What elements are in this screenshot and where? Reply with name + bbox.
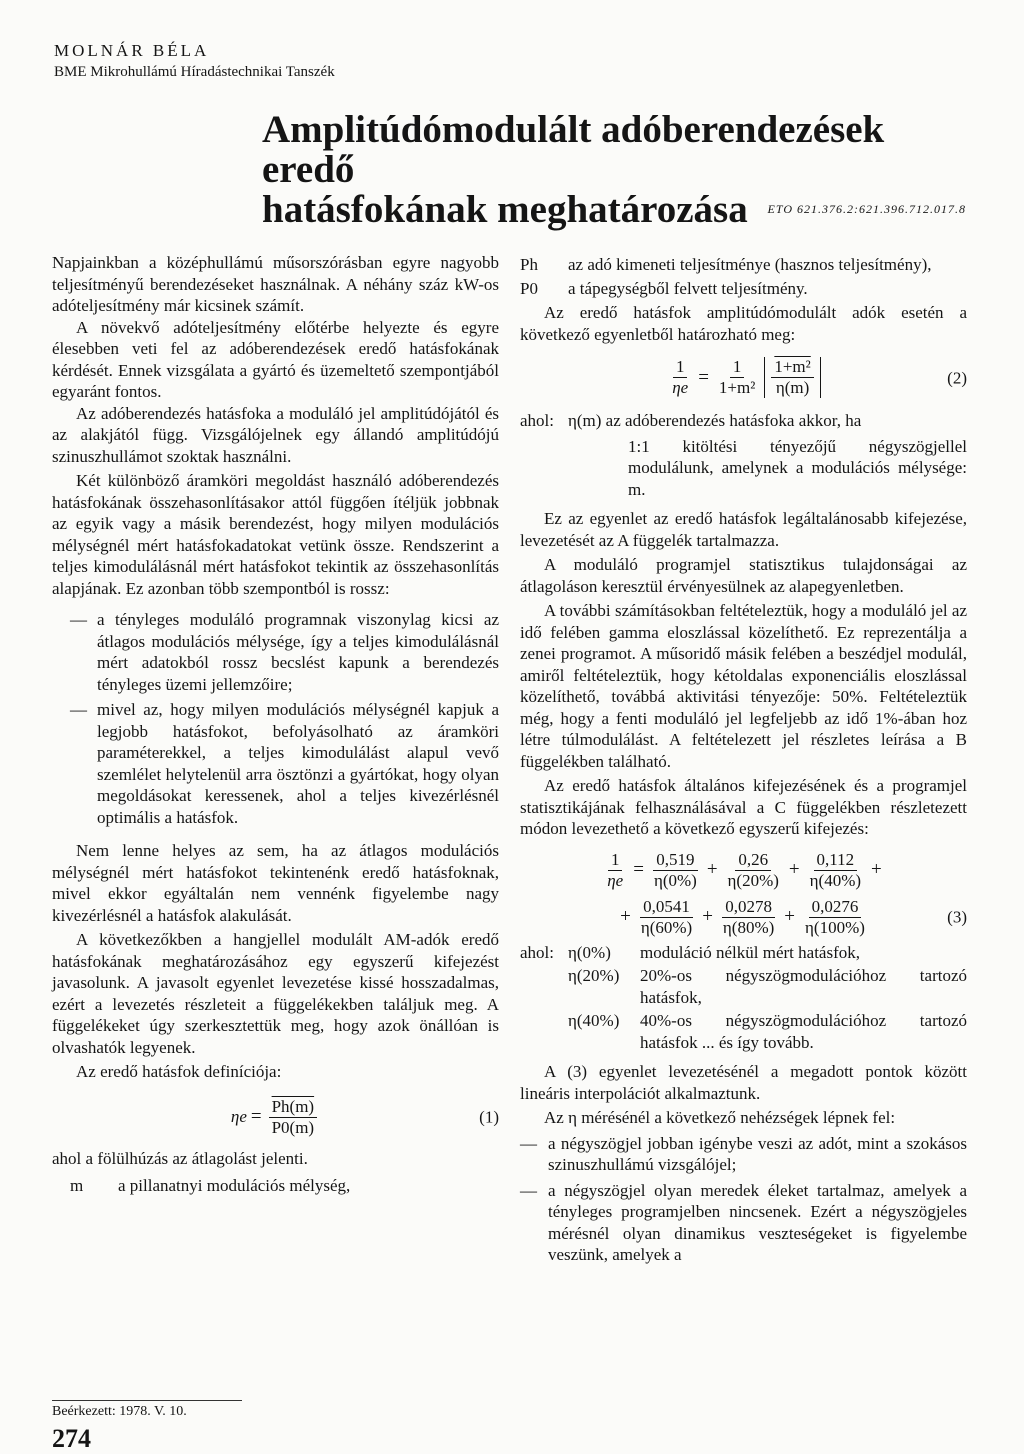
dash-item-text: a tényleges moduláló programnak viszonylag kicsi az átlagos modulációs mélysége, így a teljes kimodulálásnál mért adatokból rossz becslést kapunk a berendezés tényleges üzemi jellemzőire; xyxy=(97,610,499,694)
equation-number: (1) xyxy=(479,1107,499,1127)
ahol-eta40: η(40%) 40%-os négyszögmodulációhoz tartozó hatásfok ... és így tovább. xyxy=(568,1011,967,1052)
page-number: 274 xyxy=(52,1424,91,1453)
paragraph: Két különböző áramköri megoldást használó adóberendezés hatásfokának összehasonlításakor attól függően ítéljük jobbnak az egyik vagy a másik berendezést, hogy milyen modulációs mélységnél mért hatásfokadatokat vetünk össze. Rendszerint a teljes kimodulálásnál mért hatásfokot tekintik az összehasonlítás alapjának. Ez azonban több szempontból is rossz: xyxy=(52,471,499,598)
title-line-1: Amplitúdómodulált adóberendezések eredő xyxy=(262,108,885,191)
paragraph: Nem lenne helyes az sem, ha az átlagos modulációs mélységnél mért hatásfokot tekintenénk eredő hatásfoknak, mivel ekkor egyáltalán nem vennénk figyelembe nagy kivezérlésnél a hatásfok alakulását. xyxy=(52,841,499,925)
equation-number: (3) xyxy=(947,907,967,927)
left-column xyxy=(52,252,499,1197)
dash-item-text: a négyszögjel jobban igénybe veszi az adót, mint a szokásos szinuszhullámú vizsgálójel; xyxy=(548,1133,967,1174)
dash-item-text: a négyszögjel olyan meredek éleket tartalmaz, amelyek a tényleges programjelben nincsenek. Ezért a négyszögjeles mérésnél olyan dinamikus veszteségeket is figyelembe veszünk, amelyek a xyxy=(548,1180,967,1264)
received-date: Beérkezett: 1978. V. 10. xyxy=(52,1404,187,1419)
equation-1: ηe = $\frac{Ph(m)}{P0(m)}$ (1) xyxy=(230,1096,499,1137)
ahol-continuation: 1:1 kitöltési tényezőjű négyszögjellel modulálunk, amelynek a modulációs mélysége: m. xyxy=(628,436,967,499)
title-line-2: hatásfokának meghatározása xyxy=(262,188,748,231)
eq1-fraction: $\frac{Ph(m)}{P0(m)}$ xyxy=(269,1097,318,1138)
paragraph: Napjainkban a középhullámú műsorszórásban egyre nagyobb teljesítményű berendezéseket használnak. A néhány száz kW-os adóteljesítmény már kicsinek számít. xyxy=(52,253,499,315)
dash-item-text: mivel az, hogy milyen modulációs mélységnél kapjuk a legjobb hatásfokot, befolyásolható az áramköri paraméterekkel, a teljes kimodulálást alapul vevő szemlélet helytelenül arra ösztönzi a gyártókat, hogy olyan megoldásokat keressenek, ahol a teljes kivezérlésnél optimális a hatásfok. xyxy=(97,700,499,827)
equation-number: (2) xyxy=(947,367,967,387)
equation-3: $\frac{1}{\eta e}$ = $\frac{0,519}{\eta(0\%)}$ + $\frac{0,26}{\eta(20\%)}$ + $\frac{0,112}{\eta(40\%)}$ + + $\frac{0,0541}{\eta(60\%)}$ + $\frac{0,0278}{\eta(80\%)}$ + $\frac{0,0276}{\eta(100\%)}$ (3) xyxy=(607,849,967,937)
paragraph: Az eredő hatásfok amplitúdómodulált adók esetén a következő egyenletből határozható meg: xyxy=(520,303,967,344)
paragraph: A moduláló programjel statisztikus tulajdonságai az átlagoláson keresztül érvényesülnek az alapegyenletben. xyxy=(520,555,967,596)
definition-m: m a pillanatnyi modulációs mélység, xyxy=(70,1176,351,1195)
dash-item: — a négyszögjel jobban igénybe veszi az adót, mint a szokásos szinuszhullámú vizsgálójel; xyxy=(520,1133,967,1174)
paragraph: A növekvő adóteljesítmény előtérbe helyezte és egyre élesebben veti fel az adóberendezések eredő hatásfokának kérdését. Ennek vizsgálata a gyártó és üzemeltető szempontjából egyaránt fontos. xyxy=(52,317,499,401)
dash-item: — a tényleges moduláló programnak viszonylag kicsi az átlagos modulációs mélysége, így a teljes kimodulálásnál mért adatokból rossz becslést kapunk a berendezés tényleges üzemi jellemzőire; xyxy=(70,610,499,694)
eq2-bracket: $\frac{\text{1+m²}}{\eta(m)}$ xyxy=(764,357,820,398)
paragraph: Ez az egyenlet az eredő hatásfok legáltalánosabb kifejezése, levezetését az A függelék tartalmazza. xyxy=(520,509,967,550)
author-name: MOLNÁR BÉLA xyxy=(54,41,210,60)
paragraph: A (3) egyenlet levezetésénél a megadott pontok között lineáris interpolációt alkalmaztunk. xyxy=(520,1062,967,1103)
paragraph: Az η mérésénél a következő nehézségek lépnek fel: xyxy=(544,1108,896,1127)
dash-item: — a négyszögjel olyan meredek éleket tartalmaz, amelyek a tényleges programjelben nincsenek. Ezért a négyszögjeles mérésnél olyan dinamikus veszteségeket is figyelembe veszünk, amelyek a xyxy=(520,1180,967,1264)
equation-2: $\frac{1}{\eta e}$ = $\frac{1}{\text{1+m²}}$ $\frac{\text{1+m²}}{\eta(m)}$ (2) xyxy=(672,357,967,397)
author-affiliation: BME Mikrohullámú Híradástechnikai Tanszék xyxy=(54,64,335,80)
footnote-divider xyxy=(52,1400,242,1401)
ahol-eta20: η(20%) 20%-os négyszögmodulációhoz tartozó hatásfok, xyxy=(568,966,967,1007)
paragraph: Az adóberendezés hatásfoka a moduláló jel amplitúdójától és az alakjától függ. Vizsgálójelnek egy állandó amplitúdójú szinuszhullámot szoktak használni. xyxy=(52,403,499,466)
dash-item: — mivel az, hogy milyen modulációs mélységnél kapjuk a legjobb hatásfokot, befolyásolható az áramköri paraméterekkel, a teljes kimodulálást alapul vevő szemlélet helytelenül arra ösztönzi a gyártókat, hogy olyan megoldásokat keressenek, ahol a teljes kivezérlésnél optimális a hatásfok. xyxy=(70,700,499,827)
right-column xyxy=(520,252,967,1266)
paragraph: A további számításokban feltételeztük, hogy a moduláló jel az idő felében gamma eloszlással közelíthető. Ez reprezentálja a zenei programot. A műsoridő másik felében a beszédjel modulál, amiről feltételeztük, hogy kétoldalas exponenciális eloszlással közelíthető, továbbá aktivitási tényezője: 50%. Feltételeztük még, hogy a fenti moduláló jel legfeljebb az idő 1%-ában hoz létre túlmodulálást. A feltételezett jel részletes leírása a B függelékben található. xyxy=(520,601,967,771)
paragraph: Az eredő hatásfok általános kifejezésének és a programjel statisztikájának felhasználásával a C függelékben részletezett módon levezethető a következő egyszerű kifejezés: xyxy=(520,776,967,838)
paragraph: A következőkben a hangjellel modulált AM-adók eredő hatásfokának meghatározásához egy egyszerű kifejezést javasolunk. A javasolt egyenlet levezetése kissé hosszadalmas, ezért a levezetés részleteit a függelékekben találjuk meg. A függelékeket úgy szerkesztettük meg, hogy azok önállóan is olvashatók legyenek. xyxy=(52,930,499,1057)
ahol-eta0: ahol: η(0%) moduláció nélkül mért hatásfok, xyxy=(520,942,860,962)
definition-ph: Ph az adó kimeneti teljesítménye (hasznos teljesítmény), xyxy=(520,255,932,274)
eq1-lhs: ηe xyxy=(230,1107,247,1127)
definition-p0: P0 a tápegységből felvett teljesítmény. xyxy=(520,278,808,298)
paragraph: ahol a fölülhúzás az átlagolást jelenti. xyxy=(52,1148,308,1168)
udc-classification: ETO 621.376.2:621.396.712.017.8 xyxy=(767,202,966,216)
paragraph: Az eredő hatásfok definíciója: xyxy=(76,1062,282,1081)
ahol-definition: ahol: η(m) az adóberendezés hatásfoka akkor, ha xyxy=(520,411,862,430)
